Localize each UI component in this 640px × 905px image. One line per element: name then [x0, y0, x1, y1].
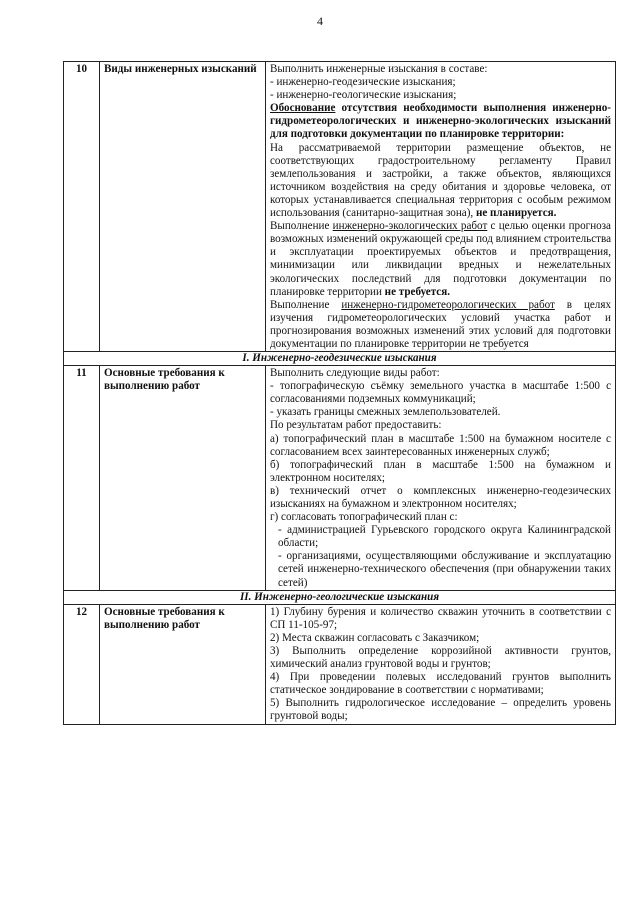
underlined-text: инженерно-гидрометеорологических работ: [341, 298, 555, 311]
paragraph-text: Выполнение: [270, 298, 342, 311]
text-line: 2) Места скважин согласовать с Заказчиком;: [270, 631, 480, 644]
row-number: 11: [64, 366, 100, 591]
text-line: - инженерно-геологические изыскания;: [270, 89, 457, 102]
text-line: Выполнить следующие виды работ:: [270, 367, 440, 380]
paragraph-text: Выполнение: [270, 220, 333, 233]
row-title: Основные требования к выполнению работ: [100, 366, 266, 591]
section-heading: I. Инженерно-геодезические изыскания: [64, 352, 616, 366]
bold-text: не требуется.: [384, 285, 450, 298]
paragraph: [270, 299, 611, 351]
text-line: Выполнить инженерные изыскания в составе:: [270, 63, 488, 75]
paragraph: [270, 142, 611, 221]
table-row: [64, 366, 616, 591]
paragraph-text: На рассматриваемой территории размещение объектов, не соответствующих градостроительному регламенту Правил землепользования и застройки, а также объектов, являющихся источником воздействия на среду обитания и здоровье человека, от которых устанавливается специальная территория с особым режимом использования (санитарно-защитная зона),: [270, 141, 611, 220]
text-line: 3) Выполнить определение коррозийной активности грунтов, химический анализ грунтовой воды и грунтов;: [270, 644, 611, 671]
page-number: 4: [317, 14, 323, 28]
text-line: - указать границы смежных землепользователей.: [270, 406, 501, 419]
row-description: [266, 366, 616, 591]
text-line: 4) При проведении полевых исследований грунтов выполнить статическое зондирование в соответствии с нормативами;: [270, 671, 611, 697]
paragraph-text: отсутствия необходимости выполнения инженерно-гидрометеорологических и инженерно-экологических изысканий для подготовки документации по планировке территории:: [270, 102, 611, 141]
table-row: [64, 604, 616, 724]
justification-paragraph: [270, 102, 611, 141]
text-line: - администрацией Гурьевского городского округа Калининградской области;: [278, 524, 611, 550]
row-number: 12: [64, 604, 100, 724]
text-line: - организациями, осуществляющими обслуживание и эксплуатацию сетей инженерно-технического обеспечения (при обнаружении таких сетей): [278, 550, 611, 589]
text-line: б) топографический план в масштабе 1:500 на бумажном и электронном носителях;: [270, 458, 611, 484]
row-number: 10: [64, 62, 100, 352]
section-header-row: [64, 352, 616, 366]
text-line: - топографическую съёмку земельного участка в масштабе 1:500 с согласованиями подземных коммуникаций;: [270, 380, 611, 406]
paragraph: [270, 220, 611, 299]
paragraph-text: в целях изучения гидрометеорологических условий участка работ и прогнозирования возможных изменений этих условий для подготовки документации по планировке территории не требуется: [270, 298, 611, 350]
table-row: [64, 62, 616, 352]
paragraph-text: с целью оценки прогноза возможных изменений окружающей среды под влиянием строительства и эксплуатации проектируемых объектов и предотвращения, минимизации или ликвидации вредных и нежелательных экологических последствий для подготовки документации по планировке территории: [270, 220, 611, 298]
section-header-row: [64, 590, 616, 604]
underlined-word: Обоснование: [270, 102, 336, 115]
text-line: По результатам работ предоставить:: [270, 419, 442, 432]
text-line: - инженерно-геодезические изыскания;: [270, 76, 456, 89]
row-title: Основные требования к выполнению работ: [100, 604, 266, 724]
text-line: в) технический отчет о комплексных инженерно-геодезических изысканиях на бумажном и электронном носителях;: [270, 484, 611, 510]
text-line: а) топографический план в масштабе 1:500 на бумажном носителе с согласованием всех заинтересованных инженерных служб;: [270, 432, 611, 458]
text-line: 5) Выполнить гидрологическое исследование – определить уровень грунтовой воды;: [270, 697, 611, 723]
requirements-table: [63, 61, 616, 725]
row-description: [266, 62, 616, 352]
section-heading: II. Инженерно-геологические изыскания: [64, 590, 616, 604]
underlined-text: инженерно-экологических работ: [332, 220, 488, 233]
text-line: г) согласовать топографический план с:: [270, 511, 458, 524]
row-title: Виды инженерных изысканий: [100, 62, 266, 352]
text-line: 1) Глубину бурения и количество скважин уточнить в соответствии с СП 11-105-97;: [270, 605, 611, 631]
bold-text: не планируется.: [475, 207, 557, 220]
row-description: [266, 604, 616, 724]
